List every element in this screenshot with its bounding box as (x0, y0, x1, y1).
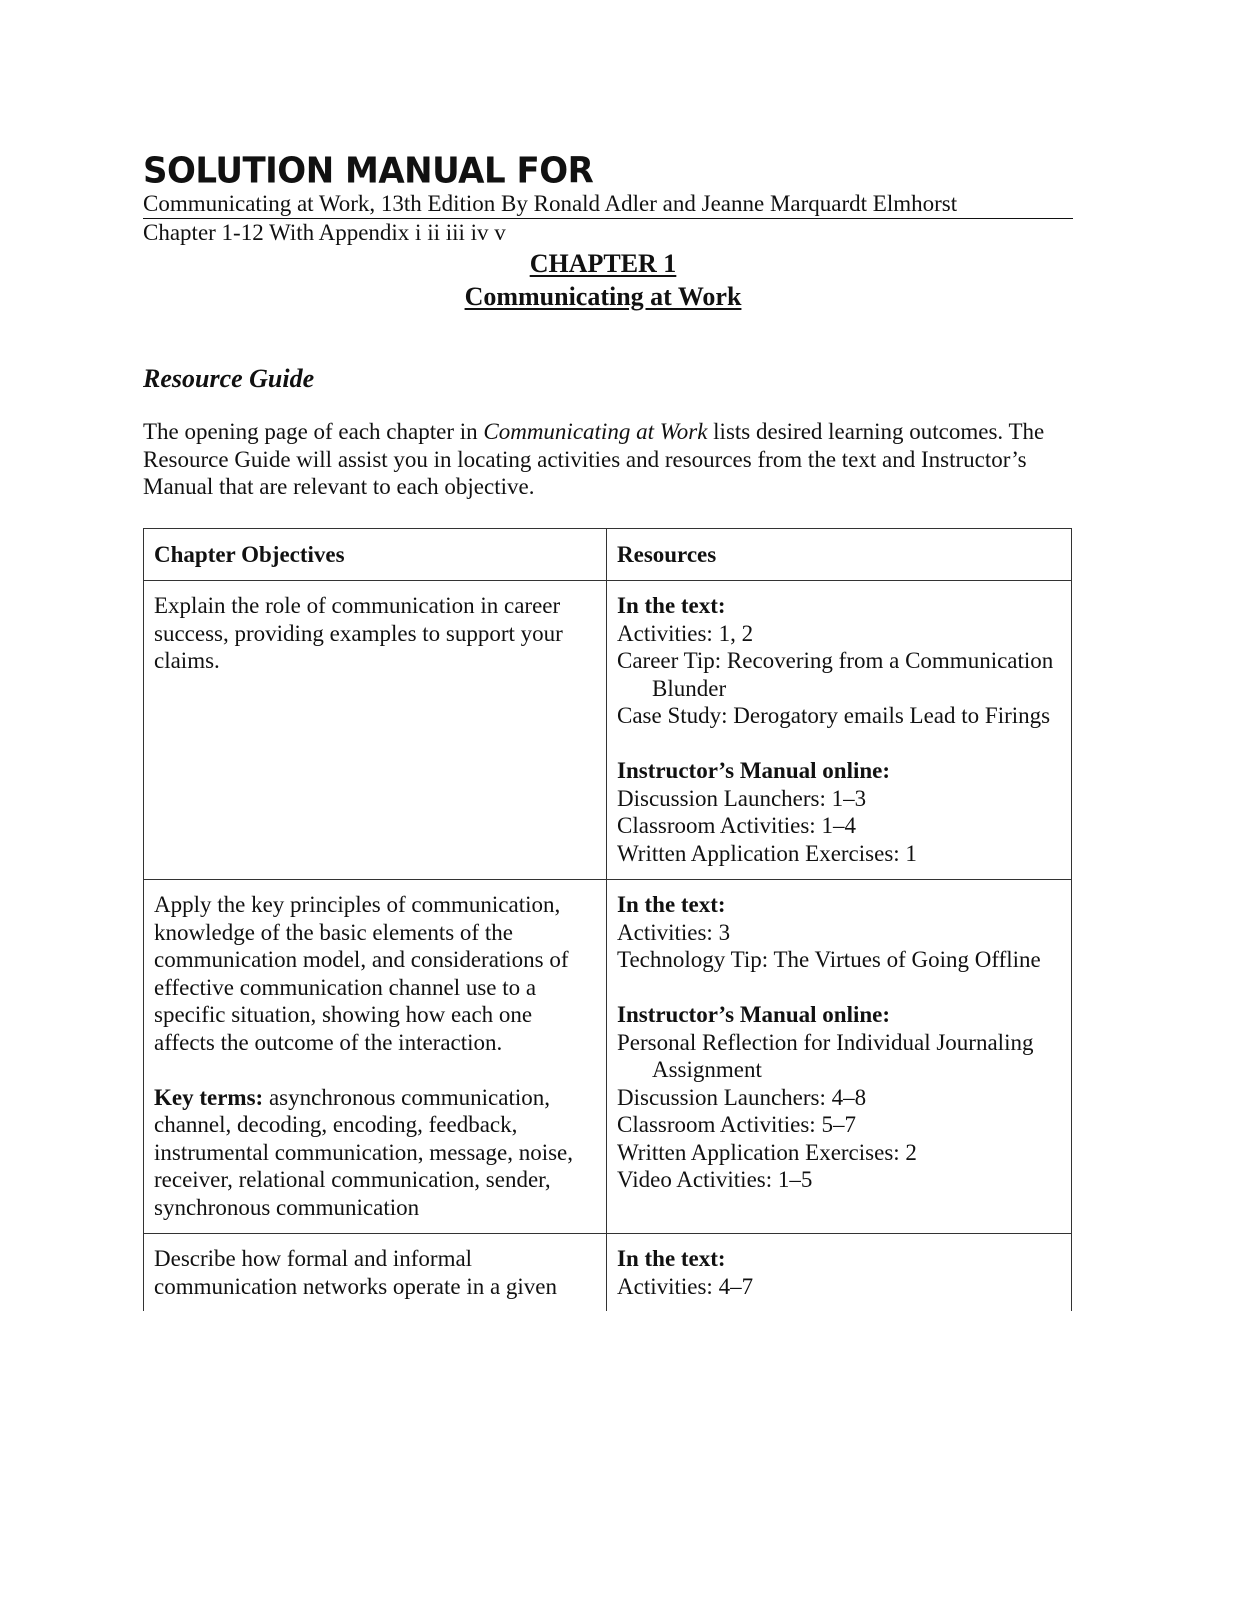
banner-title: SOLUTION MANUAL FOR (143, 150, 594, 192)
table-row (144, 880, 1072, 1234)
book-citation: Communicating at Work, 13th Edition By Ronald Adler and Jeanne Marquardt Elmhorst (143, 190, 1073, 219)
table-row (144, 1234, 1072, 1312)
header-objectives: Chapter Objectives (144, 528, 607, 581)
chapter-number: CHAPTER 1 (529, 249, 677, 278)
objective-cell (144, 581, 607, 880)
resource-item: Activities: 1, 2 (617, 620, 754, 646)
manual-heading: Instructor’s Manual online: (617, 1002, 891, 1027)
objective-cell (144, 880, 607, 1234)
resource-guide-table (143, 528, 1072, 1312)
in-text-heading: In the text: (617, 1246, 726, 1271)
objective-text: Apply the key principles of communication, knowledge of the basic elements of the communication model, and considerations of effective communication channel use to a specific situation, showing how each one affects the outcome of the interaction. (154, 892, 569, 1055)
in-text-heading: In the text: (617, 892, 726, 917)
resource-item: Case Study: Derogatory emails Lead to Firings (617, 703, 1051, 728)
resource-item: Video Activities: 1–5 (617, 1167, 813, 1192)
header-resources: Resources (607, 528, 1072, 581)
resource-guide-heading: Resource Guide (143, 364, 315, 393)
resources-cell (607, 581, 1072, 880)
intro-paragraph: The opening page of each chapter in Communicating at Work lists desired learning outcomes. The Resource Guide will assist you in locating activities and resources from the text and Instructor’s Manual that are relevant to each objective. (143, 419, 1045, 499)
chapter-title: Communicating at Work (464, 282, 742, 311)
resource-item: Written Application Exercises: 2 (617, 1139, 917, 1165)
objective-text: Explain the role of communication in career success, providing examples to support your claims. (154, 593, 563, 673)
key-terms-list: asynchronous communication, channel, decoding, encoding, feedback, instrumental communication, message, noise, receiver, relational communication, sender, synchronous communication (154, 1084, 574, 1220)
resource-item: Career Tip: Recovering from a Communication Blunder (617, 648, 1054, 701)
resource-item: Discussion Launchers: 4–8 (617, 1084, 867, 1110)
manual-heading: Instructor’s Manual online: (617, 758, 891, 783)
resource-item: Discussion Launchers: 1–3 (617, 785, 867, 811)
document-page (143, 150, 1073, 1311)
resources-cell (607, 1234, 1072, 1312)
resource-item: Activities: 3 (617, 919, 731, 945)
resource-item: Technology Tip: The Virtues of Going Offline (617, 947, 1041, 972)
resource-item: Written Application Exercises: 1 (617, 840, 917, 866)
book-title-italic: Communicating at Work (483, 419, 708, 444)
resource-item: Classroom Activities: 5–7 (617, 1112, 856, 1137)
in-text-heading: In the text: (617, 593, 726, 618)
table-header-row (144, 528, 1072, 581)
resource-item: Activities: 4–7 (617, 1273, 754, 1299)
resource-item: Classroom Activities: 1–4 (617, 813, 856, 838)
chapters-line: Chapter 1-12 With Appendix i ii iii iv v (143, 220, 506, 245)
resource-item: Personal Reflection for Individual Journaling Assignment (617, 1029, 1034, 1082)
resources-cell (607, 880, 1072, 1234)
key-terms-label: Key terms: (154, 1084, 264, 1110)
objective-text: Describe how formal and informal communication networks operate in a given (154, 1246, 558, 1299)
key-terms (154, 1084, 596, 1222)
objective-cell (144, 1234, 607, 1312)
table-row (144, 581, 1072, 880)
